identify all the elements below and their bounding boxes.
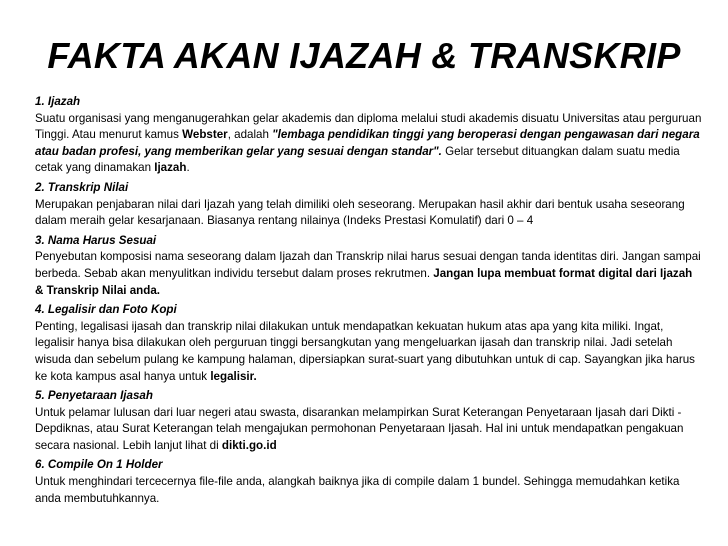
content-area [35,94,703,510]
section-compile [35,457,703,507]
section-body: Penyebutan komposisi nama seseorang dalam Ijazah dan Transkrip nilai harus sesuai dengan tanda identitas diri. Jangan sampai berbeda. Sebab akan menyulitkan individu tersebut dalam proses rekrutmen. Jangan lupa membuat format digital dari Ijazah & Transkrip Nilai anda. [35,250,701,297]
section-transkrip-nilai [35,180,703,230]
section-body: Merupakan penjabaran nilai dari Ijazah yang telah dimiliki oleh seseorang. Merupakan hasil akhir dari bentuk usaha seseorang dalam meraih gelar kesarjanaan. Biasanya rentang nilainya (Indeks Prestasi Komulatif) dari 0 – 4 [35,197,685,228]
section-body: Penting, legalisasi ijasah dan transkrip nilai dilakukan untuk mendapatkan kekuatan hukum atas apa yang kita miliki. Ingat, legalisir hanya bisa dilakukan oleh perguruan tinggi bersangkutan yang mengeluarkan ijasah dan transkrip nilai. Jadi setelah wisuda dan sebelum pulang ke kampung halaman, dipersiapkan surat-suart yang dibutuhkan untuk di cap. Sayangkan jika harus ke kota kampus asal hanya untuk legalisir. [35,319,695,383]
webster-quote: "lembaga pendidikan tinggi yang beroperasi dengan pengawasan dari negara atau badan profesi, yang memberikan gelar yang sesuai dengan standar". [35,128,700,158]
section-heading: 2. Transkrip Nilai [35,180,129,194]
section-body: Suatu organisasi yang menganugerahkan gelar akademis dan diploma melalui studi akademis disuatu Universitas atau perguruan Tinggi. Atau menurut kamus Webster, adalah "lembaga pendidikan tinggi yang beroperasi dengan pengawasan dari negara atau badan profesi, yang memberikan gelar yang sesuai dengan standar". Gelar tersebut dituangkan dalam suatu media cetak yang dinamakan Ijazah. [35,111,702,175]
dikti-link-text: dikti.go.id [221,438,277,452]
section-penyetaraan-ijasah [35,388,703,454]
section-heading: 1. Ijazah [35,95,81,108]
section-ijazah [35,94,703,177]
section-body: Untuk menghindari tercecernya file-file anda, alangkah baiknya jika di compile dalam 1 bundel. Sehingga memudahkan ketika anda membutuhkannya. [35,475,680,505]
slide-title: FAKTA AKAN IJAZAH & TRANSKRIP [47,35,681,76]
section-heading: 4. Legalisir dan Foto Kopi [35,303,177,317]
section-body: Untuk pelamar lulusan dari luar negeri atau swasta, disarankan melampirkan Surat Keterangan Penyetaraan Ijasah dari Dikti - Depdiknas, atau Surat Keterangan telah mengajukan permohonan Penyetaraan Ijasah. Hal ini untuk mendapatkan pengakuan secara nasional. Lebih lanjut lihat di dikti.go.id [35,405,684,452]
section-legalisir [35,302,703,385]
section-heading: 5. Penyetaraan Ijasah [35,389,153,403]
section-heading: 3. Nama Harus Sesuai [35,233,157,247]
section-heading: 6. Compile On 1 Holder [35,458,163,472]
section-nama-harus-sesuai [35,233,703,299]
